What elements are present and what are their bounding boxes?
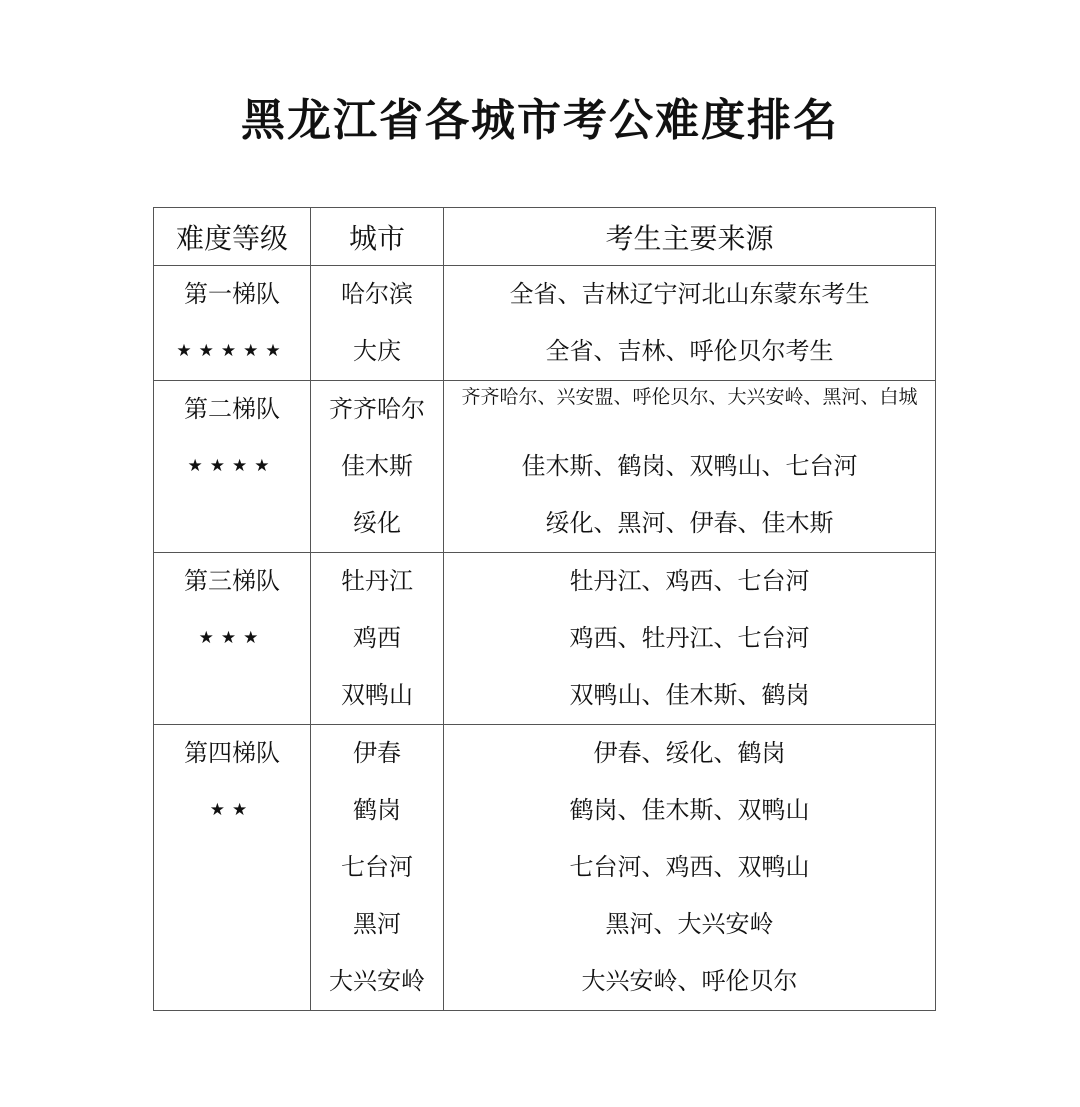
city-name: 绥化	[353, 509, 401, 537]
candidate-source: 鸡西、牡丹江、七台河	[569, 624, 810, 652]
city-cell	[311, 266, 444, 381]
city-name: 哈尔滨	[341, 280, 413, 308]
star-rating: ★★★	[198, 628, 266, 648]
city-name: 鹤岗	[353, 796, 401, 824]
source-cell	[444, 381, 936, 553]
tier-name: 第三梯队	[184, 567, 280, 595]
city-name: 黑河	[353, 910, 401, 938]
candidate-source: 伊春、绥化、鹤岗	[593, 739, 786, 767]
tier-name: 第一梯队	[184, 280, 280, 308]
tier-cell	[154, 381, 311, 553]
city-name: 佳木斯	[341, 452, 413, 480]
city-name: 齐齐哈尔	[329, 395, 425, 423]
tier-row	[154, 381, 936, 553]
page-title: 黑龙江省各城市考公难度排名	[241, 95, 839, 146]
star-rating: ★★★★	[187, 456, 277, 476]
city-name: 七台河	[341, 853, 413, 881]
city-name: 牡丹江	[341, 567, 413, 595]
tier-row	[154, 725, 936, 1011]
header-difficulty-level: 难度等级	[154, 208, 311, 266]
candidate-source: 绥化、黑河、伊春、佳木斯	[545, 509, 834, 537]
city-name: 鸡西	[353, 624, 401, 652]
candidate-source: 黑河、大兴安岭	[605, 910, 774, 938]
tier-cell	[154, 266, 311, 381]
tier-name: 第四梯队	[184, 739, 280, 767]
candidate-source: 全省、吉林、呼伦贝尔考生	[545, 337, 834, 365]
candidate-source: 大兴安岭、呼伦贝尔	[581, 967, 798, 995]
candidate-source: 齐齐哈尔、兴安盟、呼伦贝尔、大兴安岭、黑河、白城	[461, 386, 918, 408]
source-cell	[444, 725, 936, 1011]
candidate-source: 全省、吉林辽宁河北山东蒙东考生	[509, 280, 870, 308]
candidate-source: 牡丹江、鸡西、七台河	[569, 567, 810, 595]
star-rating: ★★	[209, 800, 255, 820]
tier-cell	[154, 553, 311, 725]
table-header-row	[154, 208, 936, 266]
city-cell	[311, 553, 444, 725]
candidate-source: 双鸭山、佳木斯、鹤岗	[569, 681, 810, 709]
city-name: 双鸭山	[341, 681, 413, 709]
header-city: 城市	[311, 208, 444, 266]
ranking-table	[153, 207, 936, 1011]
tier-name: 第二梯队	[184, 395, 280, 423]
header-candidate-source: 考生主要来源	[444, 208, 936, 266]
city-name: 大庆	[353, 337, 401, 365]
source-cell	[444, 266, 936, 381]
city-cell	[311, 381, 444, 553]
candidate-source: 佳木斯、鹤岗、双鸭山、七台河	[521, 452, 858, 480]
tier-row	[154, 553, 936, 725]
city-cell	[311, 725, 444, 1011]
tier-cell	[154, 725, 311, 1011]
candidate-source: 鹤岗、佳木斯、双鸭山	[569, 796, 810, 824]
source-cell	[444, 553, 936, 725]
tier-row	[154, 266, 936, 381]
city-name: 伊春	[353, 739, 401, 767]
city-name: 大兴安岭	[329, 967, 425, 995]
star-rating: ★★★★★	[176, 341, 288, 361]
candidate-source: 七台河、鸡西、双鸭山	[569, 853, 810, 881]
